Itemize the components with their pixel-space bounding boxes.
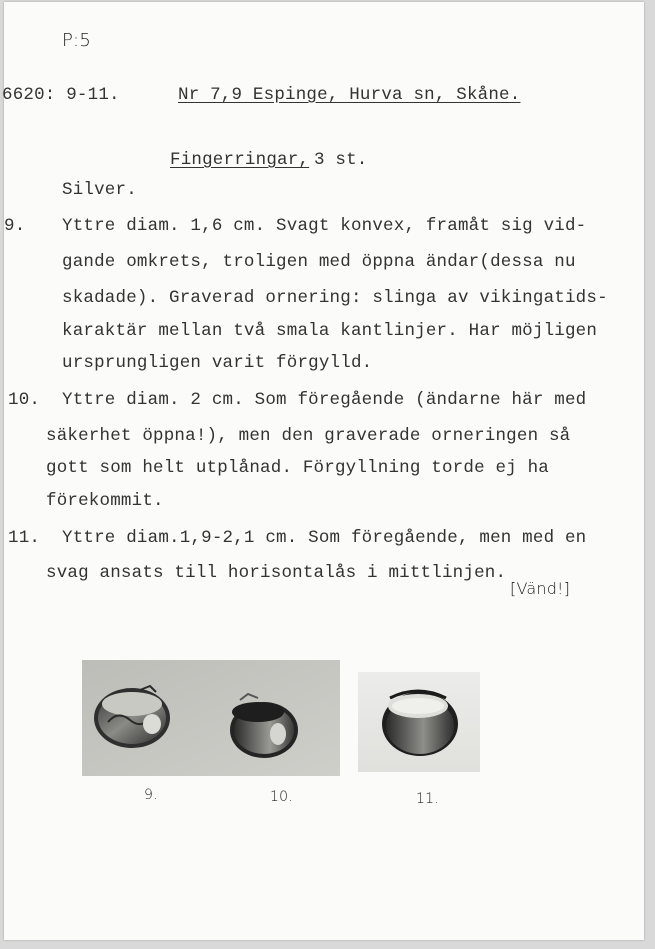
- entry-number: 10.: [8, 390, 41, 410]
- entry-line: gande omkrets, troligen med öppna ändar(dessa nu: [62, 252, 576, 272]
- photo-label-11: 11.: [416, 791, 439, 807]
- ring-photo-11: [358, 672, 480, 772]
- entry-line: Yttre diam. 2 cm. Som föregående (ändarne här med: [62, 390, 587, 410]
- ring-photo-9-10: [82, 660, 340, 776]
- heading-count: 3 st.: [314, 150, 368, 170]
- entry-line: ursprungligen varit förgylld.: [62, 353, 373, 373]
- photo-label-9: 9.: [144, 787, 158, 803]
- catalog-number: 6620: 9-11.: [2, 85, 120, 105]
- entry-line: karaktär mellan två smala kantlinjer. Har möjligen: [62, 321, 598, 341]
- entry-number: 11.: [8, 528, 41, 548]
- entry-line: skadade). Graverad ornering: slinga av vikingatids-: [62, 288, 608, 308]
- photo-label-10: 10.: [270, 789, 293, 805]
- entry-line: förekommit.: [46, 491, 164, 511]
- entry-line: säkerhet öppna!), men den graverade orneringen så: [46, 426, 571, 446]
- entry-line: Yttre diam.1,9-2,1 cm. Som föregående, men med en: [62, 528, 587, 548]
- entry-line: svag ansats till horisontalås i mittlinjen.: [46, 563, 507, 583]
- entry-number: 9.: [4, 216, 26, 236]
- page-mark: P:5: [62, 30, 91, 51]
- entry-line: Yttre diam. 1,6 cm. Svagt konvex, framåt sig vid-: [62, 216, 587, 236]
- turn-note: [Vänd!]: [510, 579, 571, 598]
- entry-line: gott som helt utplånad. Förgyllning torde ej ha: [46, 458, 549, 478]
- material: Silver.: [62, 180, 137, 200]
- site-name: Nr 7,9 Espinge, Hurva sn, Skåne.: [178, 85, 521, 105]
- heading-title: Fingerringar,: [170, 150, 310, 170]
- catalog-card: [4, 2, 644, 940]
